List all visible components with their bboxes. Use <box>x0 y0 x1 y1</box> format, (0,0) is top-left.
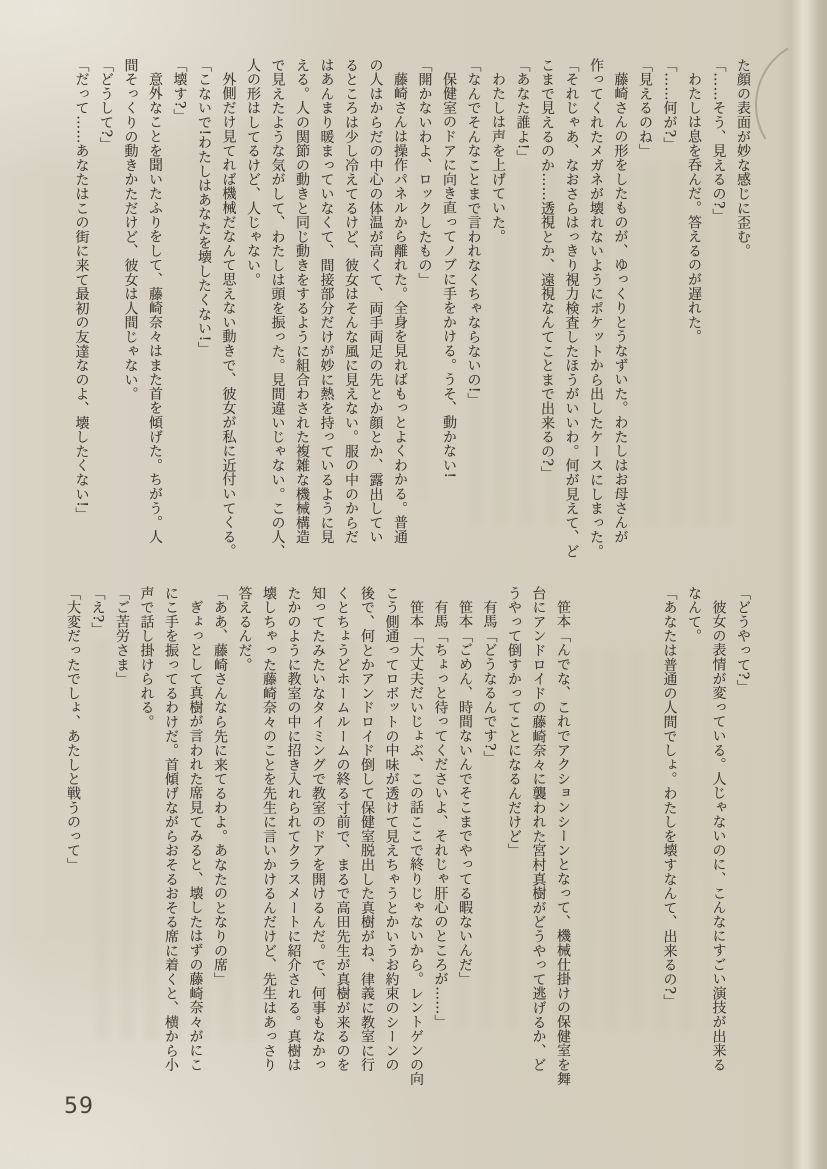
text-line: 有馬「どうなるんです?」 <box>481 600 498 766</box>
narrative-text-block <box>68 58 755 564</box>
text-line: 笹本「んでな、これでアクションシーンとなって、機械仕掛けの保健室を舞 <box>555 600 571 1087</box>
text-line: で見えたような気がして、わたしは頭を振った。見間違いじゃない。この人、 <box>269 58 286 559</box>
text-line: こまで見えるのか……透視とか、遠視なんてことまで出来るの?」 <box>539 58 555 481</box>
text-line: わたしは声を上げていた。 <box>490 72 506 244</box>
text-line: 「……そう、見えるの?」 <box>710 58 727 224</box>
text-line: 「大変だったでしょ、あたしと戦うのって」 <box>65 586 81 872</box>
text-line: 「ご苦労さま」 <box>114 586 130 687</box>
text-line: こう側通ってロボットの中味が透けて見えちゃうとかいうお約束のシーンの <box>383 586 400 1073</box>
text-line: 笹本「ごめん、時間ないんでそこまでやってる暇ないんだ」 <box>457 600 473 987</box>
text-line: 間そっくりの動きかただけど、彼女は人間じゃない。 <box>122 58 139 402</box>
text-line: 「なんでそんなことまで言われなくちゃならないの!」 <box>465 58 482 408</box>
text-line: 「壊す?」 <box>171 58 188 124</box>
page-number: 59 <box>64 1094 94 1119</box>
text-line: 藤崎さんは操作パネルから離れた。全身を見ればもっとよくわかる。普通 <box>392 72 408 544</box>
text-line: 「それじゃあ、なおさらはっきり視力検査したほうがいいわ。何が見えて、ど <box>563 58 580 559</box>
text-line: 「開かないわよ、ロックしたもの」 <box>416 58 433 287</box>
text-line: 人の形はしてるけど、人じゃない。 <box>245 58 261 287</box>
text-line: 有馬「ちょっと待ってくださいよ、それじゃ肝心のところが……」 <box>432 600 449 1029</box>
text-line: 知ってたみたいなタイミングで教室のドアを開けるんだ。で、何事もなかっ <box>310 586 326 1073</box>
text-line: 「あなた誰よ!」 <box>514 58 531 165</box>
text-line: 彼女の表情が変っている。人じゃないのに、こんなにすごい演技が出来る <box>710 600 727 1072</box>
text-line: 後で、何とかアンドロイド倒して保健室脱出した真樹がね、律義に教室に行 <box>359 586 375 1073</box>
text-line: ぎょっとして真樹が言われた席見てみると、壊したはずの藤崎奈々がにこ <box>187 600 204 1072</box>
text-line: 答えるんだ。 <box>236 586 253 672</box>
text-line: の人はからだの中心の体温が高くて、両手両足の先とか顔とか、露出してい <box>367 58 384 545</box>
text-line: なんて。 <box>686 586 702 644</box>
text-line: たかのように教室の中に招き入れられてクラスメートに紹介される。真樹は <box>285 586 302 1073</box>
text-line: 「だって……あなたはこの街に来て最初の友達なのよ、壊したくない!」 <box>73 58 90 522</box>
text-line: るところは少し冷えてるけど、彼女はそんな風に見えない。服の中のからだ <box>343 58 359 545</box>
text-line: 外側だけ見てれば機械だなんて思えない動きで、彼女が私に近付いてくる。 <box>220 72 237 559</box>
text-line: 「あなたは普通の人間でしょ。わたしを壊すなんて、出来るの?」 <box>661 586 678 1009</box>
text-line: 作ってくれたメガネが壊れないようにポケットから出したケースにしまった。 <box>588 58 604 559</box>
text-line: 壊しちゃった藤崎奈々のことを先生に言いかけるんだけど、先生はあっさり <box>261 586 277 1073</box>
text-line: 「どうして?」 <box>98 58 114 152</box>
text-line: くとちょうどホームルームの終る寸前で、まるで高田先生が真樹が来るのを <box>334 586 351 1073</box>
text-line: 「こないで!わたしはあなたを壊したくない!」 <box>196 58 212 356</box>
text-line: 「見えるのね」 <box>637 58 653 159</box>
text-line: 「え?」 <box>89 586 106 637</box>
text-line: 声で話し掛けられる。 <box>138 586 155 729</box>
text-line: 「どうやって?」 <box>735 586 751 694</box>
text-line: 「……何が?」 <box>661 58 678 152</box>
text-line: 「ああ、藤崎さんなら先に来てるわよ。あなたのとなりの席」 <box>212 586 228 987</box>
text-line: 台にアンドロイドの藤崎奈々に襲われた宮村真樹がどうやって逃げるか、ど <box>530 586 547 1073</box>
text-line: 意外なことを聞いたふりをして、藤崎奈々はまた首を傾げた。ちがう。人 <box>147 72 163 544</box>
text-line: 保健室のドアに向き直ってノブに手をかける。うそ、動かない! <box>441 72 457 479</box>
text-line: うやって倒すかってことになるんだけど」 <box>506 586 522 858</box>
text-line: える。人の関節の動きと同じ動きをするように組合わされた複雑な機械構造 <box>294 58 310 545</box>
text-line: 笹本「大丈夫だいじょぶ、この話ここで終りじゃないから。レントゲンの向 <box>408 600 424 1087</box>
scan-edge-shading <box>777 0 827 1169</box>
text-line: にこ手を振ってるわけだ。首傾げながらおそるおそる席に着くと、横から小 <box>163 586 179 1073</box>
text-line: わたしは息を呑んだ。答えるのが遅れた。 <box>686 72 702 344</box>
text-line: はあんまり暖まっていなくて、間接部分だけが妙に熱を持っているように見 <box>318 58 335 545</box>
script-text-block <box>60 586 755 1094</box>
text-line: 藤崎さんの形をしたものが、ゆっくりとうなずいた。わたしはお母さんが <box>612 72 629 544</box>
text-line: た顔の表面が妙な感じに歪む。 <box>735 58 751 259</box>
